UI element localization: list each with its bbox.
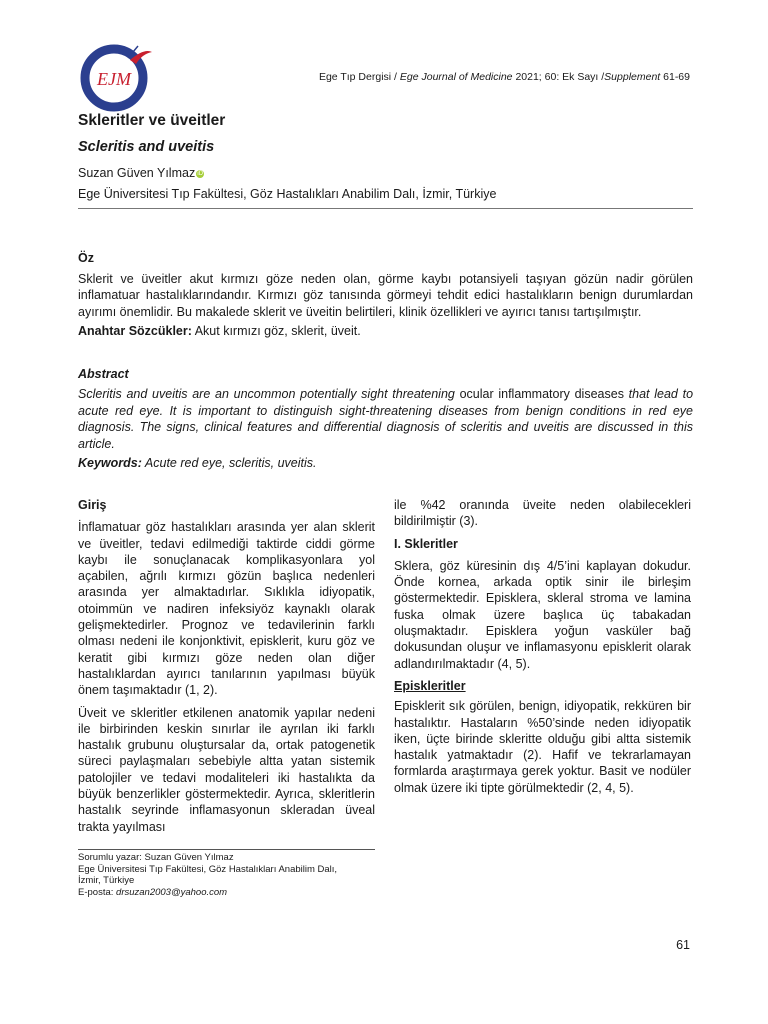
article-title-en: Scleritis and uveitis	[78, 139, 215, 155]
journal-volume: 2021; 60: Ek Sayı /	[512, 71, 605, 83]
keywords-tr-label: Anahtar Sözcükler:	[78, 324, 192, 338]
footnote-line-1: Sorumlu yazar: Suzan Güven Yılmaz	[78, 852, 234, 863]
journal-name-tr: Ege Tıp Dergisi /	[318, 71, 400, 83]
abstract-en-text	[78, 386, 693, 452]
body-column-right	[394, 497, 691, 802]
abstract-en-heading: Abstract	[78, 366, 129, 381]
page-number: 61	[676, 938, 690, 952]
keywords-en-values: Acute red eye, scleritis, uveitis.	[141, 456, 317, 470]
scleritis-paragraph: Sklera, göz küresinin dış 4/5’ini kaplayan dokudur. Önde kornea, arkada optik sinir ile birleşim göstermektedir. Episklera, skleral stroma ve lamina fuska olmak üzere başlıca üç tabakadan oluşmaktadır. Episklera yoğun vasküler bağ dokusundan oluşur ve inflamasyonu episklerit olarak adlandırılmaktadır (4, 5).	[394, 558, 691, 671]
journal-supplement: Supplement	[604, 71, 661, 83]
email-label: E-posta:	[78, 886, 117, 898]
footnote-divider	[78, 849, 375, 850]
abstract-tr	[78, 250, 693, 340]
logo-text: EJM	[97, 69, 131, 89]
section-heading-intro: Giriş	[78, 498, 107, 512]
keywords-tr-values: Akut kırmızı göz, sklerit, üveit.	[191, 324, 361, 338]
author-affiliation: Ege Üniversitesi Tıp Fakültesi, Göz Hastalıkları Anabilim Dalı, İzmir, Türkiye	[78, 187, 497, 201]
keywords-en	[78, 455, 693, 472]
orcid-icon[interactable]: iD	[197, 170, 204, 177]
author-name: Suzan Güven Yılmaz	[78, 166, 196, 180]
intro-paragraph-continued: ile %42 oranında üveite neden olabilecekleri bildirilmiştir (3).	[394, 498, 691, 529]
abstract-tr-heading: Öz	[78, 251, 94, 265]
section-heading-scleritis: I. Skleritler	[394, 536, 458, 551]
section-heading-episcleritis: Episkleritler	[394, 678, 466, 693]
journal-reference	[300, 71, 690, 83]
keywords-en-label: Keywords:	[78, 456, 142, 470]
journal-logo	[78, 40, 158, 120]
abstract-tr-text: Sklerit ve üveitler akut kırmızı göze neden olan, görme kaybı potansiyeli taşıyan gözün nadir görülen inflamatuar hastalıklarındandır. Kırmızı göz tanısında görmeyi tehdit edici hastalıkların benign durumlardan ayırımı önemlidir. Bu makalede sklerit ve üveitin belirtileri, klinik özellikleri ve ayırıcı tanısı tartışılmıştır.	[78, 271, 693, 319]
abstracts	[78, 250, 693, 472]
header-divider	[78, 208, 693, 209]
abstract-en-text-upright: ocular inflammatory diseases	[459, 387, 624, 401]
episcleritis-paragraph: Episklerit sık görülen, benign, idiyopatik, rekküren bir hastalıktır. Hastaların %50’sinde neden idiyopatik iken, üçte birinde skleritte olduğu gibi altta sistemik hastalık yatmaktadır (2). Hafif ve tekrarlamayan formlarda araştırmaya gerek yoktur. Basit ve nodüler olmak üzere iki tipte görülmektedir (2, 4, 5).	[394, 699, 691, 795]
abstract-en-text-2: that lead to acute red eye. It is important to distinguish sight-threatening diseases from benign conditions in red eye diagnosis. The signs, clinical features and differential diagnosis of scleritis and uveitis are discussed in this article.	[78, 387, 694, 451]
author-line	[78, 164, 693, 182]
intro-paragraph-2: Üveit ve skleritler etkilenen anatomik yapılar nedeni ile birbirinden keskin sınırlar ile ayrılan iki farklı hastalık grubunu oluştursalar da, ortak patogenetik süreci paylaşmaları sebebiyle altta yatan sistemik patolojiler ve tedavi modaliteleri iki hastalıkta da büyük benzerlikler göstermektedir. Ayrıca, skleritlerin hastalık seyrinde inflamasyonun skleradan üveal trakta yayılması	[78, 705, 375, 834]
corresponding-author-footnote	[78, 852, 378, 898]
footnote-email-line	[78, 887, 378, 899]
abstract-en-text-1: Scleritis and uveitis are an uncommon potentially sight threatening	[78, 387, 460, 401]
journal-name-en: Ege Journal of Medicine	[399, 71, 513, 83]
article-title-tr: Skleritler ve üveitler	[78, 112, 226, 129]
footnote-line-3: İzmir, Türkiye	[78, 875, 135, 886]
journal-pages: 61-69	[660, 71, 690, 83]
abstract-en	[78, 366, 693, 472]
keywords-tr	[78, 323, 693, 340]
email-link[interactable]: drsuzan2003@yahoo.com	[116, 886, 228, 898]
body-column-left	[78, 497, 375, 841]
footnote-line-2: Ege Üniversitesi Tıp Fakültesi, Göz Hastalıkları Anabilim Dalı,	[78, 863, 338, 875]
intro-paragraph-1: İnflamatuar göz hastalıkları arasında yer alan sklerit ve üveitler, tedavi edilmediği taktirde ciddi görme kaybı ile sonuçlanacak komplikasyonlara yol açabilen, ağrılı kırmızı gözün başlıca nedenleri arasında yer almaktadırlar. Sıklıkla idiyopatik, otoimmün ve nadiren infeksiyöz kaynaklı olarak gelişmektedirler. Prognoz ve tedavilerinin farklı olması nedeni ile konjonktivit, episklerit, kuru göz ve keratit gibi kırmızı göze neden olan diğer hastalıklardan ayırıcı tanılarının yapılması büyük önem taşımaktadır (1, 2).	[78, 520, 375, 698]
article-header	[78, 110, 693, 209]
